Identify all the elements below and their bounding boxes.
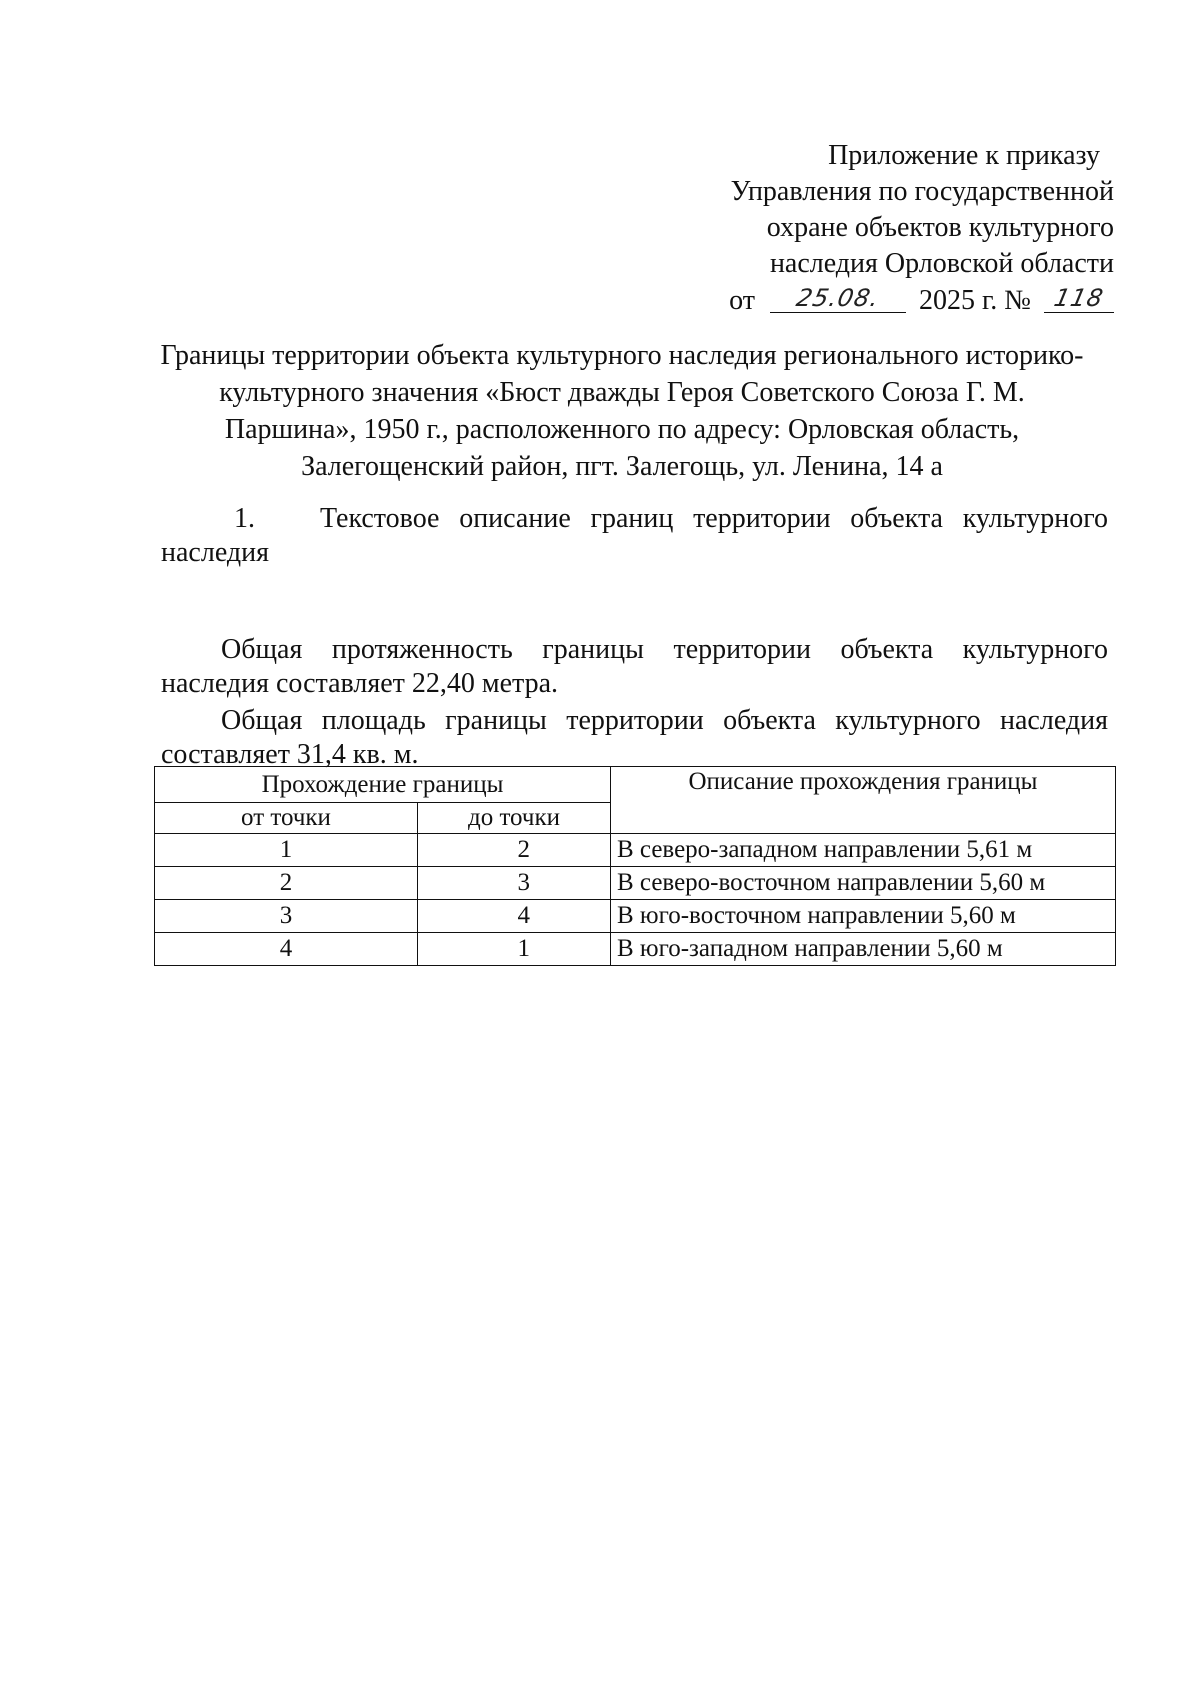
paragraph-word: объекта <box>840 634 934 665</box>
section-number: 1. <box>234 503 255 534</box>
cell-from-point: 3 <box>155 900 418 933</box>
cell-description: В северо-восточном направлении 5,60 м <box>611 867 1116 900</box>
section-heading <box>161 502 1108 570</box>
paragraph-word: территории <box>673 634 811 665</box>
appendix-line-1: Приложение к приказу <box>828 140 1100 171</box>
number-blank <box>1044 282 1114 313</box>
paragraph-word: Общая <box>221 705 303 736</box>
section-heading-line-2: наследия <box>161 537 269 568</box>
paragraph-2-line-2: составляет 31,4 кв. м. <box>161 739 419 770</box>
cell-description: В северо-западном направлении 5,61 м <box>611 834 1116 867</box>
table-row <box>155 867 1116 900</box>
paragraph-2-line-1 <box>161 704 1108 738</box>
appendix-line-4: наследия Орловской области <box>769 248 1114 279</box>
appendix-line-3: охране объектов культурного <box>766 212 1114 243</box>
header-boundary-description: Описание прохождения границы <box>611 767 1116 834</box>
date-blank <box>770 282 906 313</box>
handwritten-number: 118 <box>1051 284 1107 312</box>
paragraph-1-line-2: наследия составляет 22,40 метра. <box>161 668 559 699</box>
section-word: объекта <box>850 503 943 534</box>
section-word: культурного <box>962 503 1108 534</box>
cell-to-point: 4 <box>418 900 611 933</box>
cell-to-point: 3 <box>418 867 611 900</box>
paragraph-word: объекта <box>723 705 816 736</box>
section-heading-words <box>304 502 1108 536</box>
boundary-table <box>154 766 1116 966</box>
title-line-2: культурного значения «Бюст дважды Героя Советского Союза Г. М. <box>219 377 1025 408</box>
appendix-date-line <box>554 282 1114 319</box>
title-line-3: Паршина», 1950 г., расположенного по адресу: Орловская область, <box>224 414 1020 445</box>
paragraph-word: культурного <box>962 634 1108 665</box>
paragraph-word: границы <box>542 634 644 665</box>
paragraph-word: границы <box>445 705 547 736</box>
paragraph-word: наследия <box>1000 705 1108 736</box>
paragraph-word: территории <box>566 705 704 736</box>
paragraph-word: Общая <box>221 634 303 665</box>
appendix-from-prefix: от <box>729 285 755 316</box>
paragraph-word: протяженность <box>331 634 513 665</box>
cell-description: В юго-восточном направлении 5,60 м <box>611 900 1116 933</box>
appendix-year-text: 2025 г. № <box>918 285 1031 316</box>
header-boundary-passage: Прохождение границы <box>155 767 611 803</box>
cell-to-point: 2 <box>418 834 611 867</box>
header-to-point: до точки <box>418 803 611 834</box>
cell-to-point: 1 <box>418 933 611 966</box>
table-row <box>155 900 1116 933</box>
paragraph-word: площадь <box>321 705 426 736</box>
table-header-row <box>155 767 1116 803</box>
paragraph-total-area <box>161 704 1108 772</box>
cell-from-point: 1 <box>155 834 418 867</box>
table-row <box>155 834 1116 867</box>
table-row <box>155 933 1116 966</box>
section-word: описание <box>459 503 571 534</box>
section-word: Текстовое <box>320 503 440 534</box>
paragraph-total-length <box>161 633 1108 701</box>
paragraph-1-line-1 <box>161 633 1108 667</box>
cell-description: В юго-западном направлении 5,60 м <box>611 933 1116 966</box>
title-line-4: Залегощенский район, пгт. Залегощь, ул. Ленина, 14 а <box>301 451 943 482</box>
handwritten-date: 25.08. <box>793 284 883 312</box>
document-title <box>160 337 1084 485</box>
paragraph-word: культурного <box>835 705 981 736</box>
section-word: границ <box>590 503 674 534</box>
section-heading-line-1 <box>161 502 1108 536</box>
cell-from-point: 2 <box>155 867 418 900</box>
appendix-header <box>554 138 1114 319</box>
section-word: территории <box>693 503 831 534</box>
header-from-point: от точки <box>155 803 418 834</box>
cell-from-point: 4 <box>155 933 418 966</box>
title-line-1: Границы территории объекта культурного наследия регионального историко- <box>160 340 1084 371</box>
appendix-line-2: Управления по государственной <box>730 176 1114 207</box>
